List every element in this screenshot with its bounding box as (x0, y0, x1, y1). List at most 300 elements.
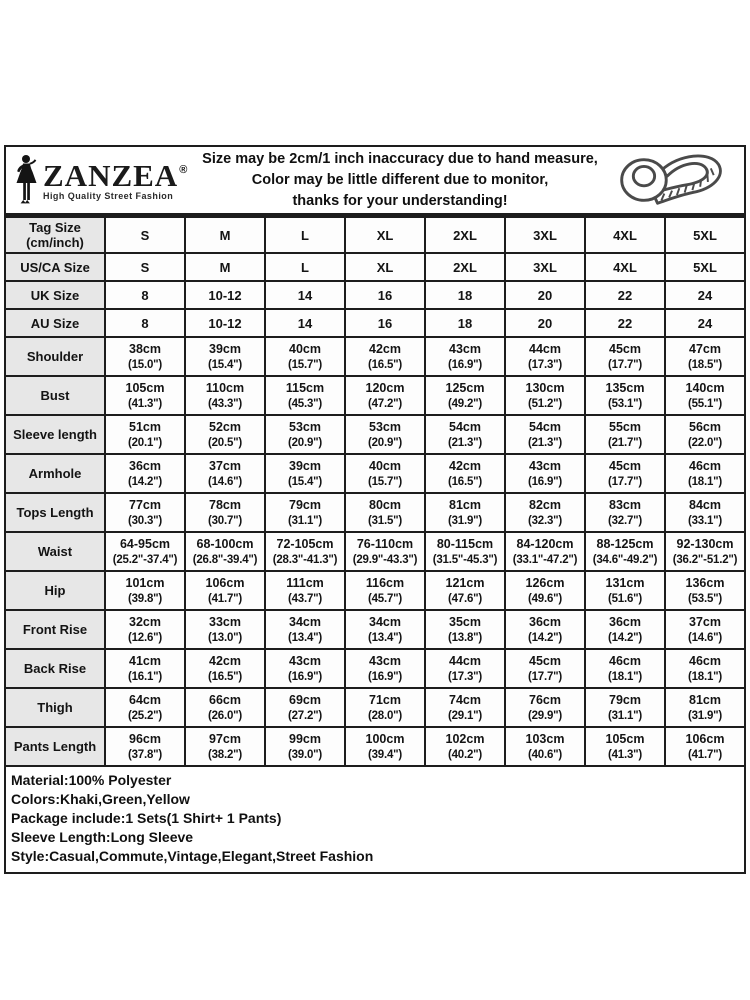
measurement-value-cell (585, 610, 665, 649)
inch-value: (13.0") (207, 631, 243, 644)
measurement-row (5, 688, 745, 727)
brand-logo (6, 154, 196, 206)
inch-value: (30.3") (127, 514, 163, 527)
cm-value: 37cm (209, 458, 241, 473)
size-conversion-row (5, 281, 745, 309)
row-label-line: AU Size (30, 315, 80, 331)
measurement-value-cell (665, 688, 745, 727)
size-value-cell: 18 (425, 309, 505, 337)
cm-value: 79cm (609, 692, 641, 707)
measurement-value-cell (265, 649, 345, 688)
size-value-cell: 10-12 (185, 309, 265, 337)
inch-value: (53.5") (687, 592, 723, 605)
inch-value: (36.2"-51.2") (672, 553, 738, 566)
cm-value: 140cm (685, 380, 725, 395)
inch-value: (15.4") (287, 475, 323, 488)
inch-value: (21.3") (527, 436, 563, 449)
cm-value: 66cm (209, 692, 241, 707)
inch-value: (31.9") (687, 709, 723, 722)
inch-value: (17.7") (607, 358, 643, 371)
cm-value: 32cm (129, 614, 161, 629)
inch-value: (20.9") (367, 436, 403, 449)
inch-value: (49.2") (447, 397, 483, 410)
measurement-value-cell (505, 376, 585, 415)
size-value-cell: 24 (665, 281, 745, 309)
inch-value: (30.7") (207, 514, 243, 527)
measurement-value-cell (105, 493, 185, 532)
size-value-cell: 4XL (585, 217, 665, 254)
header (4, 145, 746, 215)
size-value-cell: 24 (665, 309, 745, 337)
inch-value: (43.7") (287, 592, 323, 605)
inch-value: (22.0") (687, 436, 723, 449)
detail-style: Style:Casual,Commute,Vintage,Elegant,Street Fashion (11, 848, 374, 864)
cm-value: 36cm (609, 614, 641, 629)
inch-value: (15.0") (127, 358, 163, 371)
cm-value: 54cm (529, 419, 561, 434)
measurement-value-cell (185, 493, 265, 532)
row-label-cell (5, 281, 105, 309)
inch-value: (41.7") (687, 748, 723, 761)
size-value-cell: 3XL (505, 217, 585, 254)
measurement-value-cell (345, 610, 425, 649)
cm-value: 51cm (129, 419, 161, 434)
cm-value: 37cm (689, 614, 721, 629)
brand-tagline: High Quality Street Fashion (43, 190, 174, 201)
cm-value: 56cm (689, 419, 721, 434)
measurement-value-cell (585, 376, 665, 415)
measurement-row (5, 727, 745, 766)
measurement-value-cell (185, 337, 265, 376)
cm-value: 101cm (125, 575, 165, 590)
inch-value: (13.4") (367, 631, 403, 644)
size-conversion-row (5, 217, 745, 254)
inch-value: (41.7") (207, 592, 243, 605)
inch-value: (18.5") (687, 358, 723, 371)
inch-value: (14.6") (207, 475, 243, 488)
inch-value: (40.2") (447, 748, 483, 761)
measurement-value-cell (505, 571, 585, 610)
size-value-cell: 3XL (505, 253, 585, 281)
size-value-cell: 2XL (425, 217, 505, 254)
inch-value: (15.7") (287, 358, 323, 371)
cm-value: 53cm (289, 419, 321, 434)
cm-value: 76-110cm (356, 536, 414, 551)
cm-value: 45cm (609, 341, 641, 356)
measurement-value-cell (105, 571, 185, 610)
size-value-cell: 20 (505, 281, 585, 309)
measurement-value-cell (185, 376, 265, 415)
size-table-body (5, 217, 745, 767)
measurement-value-cell (105, 454, 185, 493)
row-label-line: UK Size (30, 287, 80, 303)
measurement-value-cell (265, 727, 345, 766)
inch-value: (18.1") (687, 670, 723, 683)
cm-value: 135cm (605, 380, 645, 395)
inch-value: (47.6") (447, 592, 483, 605)
cm-value: 43cm (289, 653, 321, 668)
notice-line: Color may be little different due to monitor, (251, 171, 549, 188)
measurement-value-cell (265, 532, 345, 571)
row-label-cell: Shoulder (5, 337, 105, 376)
measurement-value-cell (585, 532, 665, 571)
inch-value: (29.9") (527, 709, 563, 722)
measurement-value-cell (105, 337, 185, 376)
inch-value: (18.1") (607, 670, 643, 683)
cm-value: 33cm (209, 614, 241, 629)
measurement-value-cell (185, 415, 265, 454)
inch-value: (25.2"-37.4") (112, 553, 178, 566)
measurement-value-cell (585, 415, 665, 454)
cm-value: 79cm (289, 497, 321, 512)
measurement-value-cell (665, 376, 745, 415)
inch-value: (15.4") (207, 358, 243, 371)
measurement-value-cell (505, 454, 585, 493)
size-value-cell: L (265, 217, 345, 254)
inch-value: (16.5") (447, 475, 483, 488)
cm-value: 106cm (685, 731, 725, 746)
measuring-tape-icon (613, 149, 735, 211)
cm-value: 84cm (689, 497, 721, 512)
inch-value: (55.1") (687, 397, 723, 410)
measurement-value-cell (185, 571, 265, 610)
measurement-value-cell (105, 610, 185, 649)
size-value-cell: S (105, 217, 185, 254)
cm-value: 36cm (129, 458, 161, 473)
detail-package: Package include:1 Sets(1 Shirt+ 1 Pants) (11, 810, 282, 826)
inch-value: (31.9") (447, 514, 483, 527)
inch-value: (51.6") (607, 592, 643, 605)
measurement-value-cell (425, 688, 505, 727)
measurement-value-cell (665, 532, 745, 571)
cm-value: 115cm (285, 380, 325, 395)
inch-value: (20.9") (287, 436, 323, 449)
measurement-value-cell (505, 610, 585, 649)
cm-value: 43cm (529, 458, 561, 473)
measurement-value-cell (505, 415, 585, 454)
cm-value: 46cm (689, 458, 721, 473)
measurement-row (5, 337, 745, 376)
measurement-value-cell (265, 337, 345, 376)
measurement-value-cell (105, 688, 185, 727)
inch-value: (53.1") (607, 397, 643, 410)
inch-value: (17.7") (607, 475, 643, 488)
measurement-value-cell (185, 688, 265, 727)
brand-text-block (43, 157, 188, 201)
measurement-value-cell (345, 649, 425, 688)
row-label-cell: Back Rise (5, 649, 105, 688)
inch-value: (13.8") (447, 631, 483, 644)
size-value-cell: 8 (105, 309, 185, 337)
measurement-value-cell (585, 649, 665, 688)
measurement-row (5, 532, 745, 571)
inch-value: (20.5") (207, 436, 243, 449)
cm-value: 64cm (129, 692, 161, 707)
measurement-value-cell (505, 532, 585, 571)
cm-value: 52cm (209, 419, 241, 434)
measurement-value-cell (425, 376, 505, 415)
cm-value: 92-130cm (676, 536, 734, 551)
cm-value: 130cm (525, 380, 565, 395)
cm-value: 105cm (605, 731, 645, 746)
cm-value: 64-95cm (119, 536, 171, 551)
inch-value: (38.2") (207, 748, 243, 761)
inch-value: (47.2") (367, 397, 403, 410)
size-chart-table (4, 215, 746, 767)
cm-value: 39cm (209, 341, 241, 356)
cm-value: 84-120cm (516, 536, 574, 551)
size-value-cell: 16 (345, 281, 425, 309)
cm-value: 120cm (365, 380, 405, 395)
inch-value: (16.5") (207, 670, 243, 683)
row-label-cell: Bust (5, 376, 105, 415)
inch-value: (16.9") (447, 358, 483, 371)
measurement-value-cell (105, 649, 185, 688)
measurement-value-cell (265, 376, 345, 415)
cm-value: 102cm (445, 731, 485, 746)
inch-value: (31.1") (287, 514, 323, 527)
measurement-value-cell (105, 727, 185, 766)
cm-value: 46cm (609, 653, 641, 668)
measurement-value-cell (425, 415, 505, 454)
measurement-value-cell (345, 337, 425, 376)
measurement-value-cell (105, 376, 185, 415)
cm-value: 82cm (529, 497, 561, 512)
cm-value: 55cm (609, 419, 641, 434)
inch-value: (31.5") (367, 514, 403, 527)
cm-value: 77cm (129, 497, 161, 512)
size-value-cell: S (105, 253, 185, 281)
inch-value: (16.9") (287, 670, 323, 683)
measurement-value-cell (665, 493, 745, 532)
brand-name: ZANZEA (43, 157, 179, 193)
cm-value: 72-105cm (276, 536, 334, 551)
measurement-value-cell (345, 688, 425, 727)
row-label-cell: Hip (5, 571, 105, 610)
cm-value: 38cm (129, 341, 161, 356)
size-value-cell: 22 (585, 281, 665, 309)
inch-value: (49.6") (527, 592, 563, 605)
row-label-cell (5, 309, 105, 337)
measurement-value-cell (505, 493, 585, 532)
inch-value: (13.4") (287, 631, 323, 644)
inch-value: (34.6"-49.2") (592, 553, 658, 566)
inch-value: (17.3") (527, 358, 563, 371)
measurement-value-cell (505, 337, 585, 376)
measurement-value-cell (185, 610, 265, 649)
detail-colors: Colors:Khaki,Green,Yellow (11, 791, 190, 807)
inch-value: (14.6") (687, 631, 723, 644)
inch-value: (39.0") (287, 748, 323, 761)
inch-value: (32.3") (527, 514, 563, 527)
cm-value: 81cm (449, 497, 481, 512)
inch-value: (45.3") (287, 397, 323, 410)
size-value-cell: 5XL (665, 217, 745, 254)
inch-value: (18.1") (687, 475, 723, 488)
row-label-cell: Armhole (5, 454, 105, 493)
measurement-value-cell (665, 649, 745, 688)
cm-value: 88-125cm (596, 536, 654, 551)
measurement-value-cell (425, 454, 505, 493)
measurement-value-cell (185, 532, 265, 571)
measurement-value-cell (585, 493, 665, 532)
cm-value: 39cm (289, 458, 321, 473)
size-conversion-row (5, 309, 745, 337)
cm-value: 69cm (289, 692, 321, 707)
detail-sleeve-length: Sleeve Length:Long Sleeve (11, 829, 194, 845)
inch-value: (41.3") (127, 397, 163, 410)
inch-value: (31.5"-45.3") (432, 553, 498, 566)
inch-value: (32.7") (607, 514, 643, 527)
measurement-value-cell (345, 571, 425, 610)
inch-value: (27.2") (287, 709, 323, 722)
brand-name-row (43, 157, 188, 193)
measurement-value-cell (345, 415, 425, 454)
row-label-line: US/CA Size (20, 259, 90, 275)
size-value-cell: 16 (345, 309, 425, 337)
measurement-value-cell (185, 727, 265, 766)
cm-value: 42cm (449, 458, 481, 473)
inch-value: (17.3") (447, 670, 483, 683)
cm-value: 46cm (689, 653, 721, 668)
measurement-value-cell (665, 610, 745, 649)
detail-material: Material:100% Polyester (11, 772, 172, 788)
inch-value: (21.7") (607, 436, 643, 449)
measurement-value-cell (425, 337, 505, 376)
size-value-cell: 14 (265, 309, 345, 337)
measurement-row (5, 376, 745, 415)
cm-value: 131cm (605, 575, 645, 590)
cm-value: 125cm (445, 380, 485, 395)
measurement-row (5, 610, 745, 649)
measurement-value-cell (505, 688, 585, 727)
cm-value: 105cm (125, 380, 165, 395)
size-value-cell: 2XL (425, 253, 505, 281)
cm-value: 36cm (529, 614, 561, 629)
cm-value: 43cm (369, 653, 401, 668)
cm-value: 41cm (129, 653, 161, 668)
measurement-value-cell (505, 649, 585, 688)
row-label-cell: Tops Length (5, 493, 105, 532)
cm-value: 40cm (289, 341, 321, 356)
inch-value: (43.3") (207, 397, 243, 410)
row-label-cell: Waist (5, 532, 105, 571)
measurement-value-cell (265, 454, 345, 493)
inch-value: (26.0") (207, 709, 243, 722)
inch-value: (41.3") (607, 748, 643, 761)
cm-value: 110cm (205, 380, 245, 395)
measurement-value-cell (665, 727, 745, 766)
size-value-cell: 5XL (665, 253, 745, 281)
measurement-value-cell (585, 688, 665, 727)
cm-value: 34cm (369, 614, 401, 629)
measurement-row (5, 649, 745, 688)
cm-value: 126cm (525, 575, 565, 590)
measurement-value-cell (185, 454, 265, 493)
inch-value: (25.2") (127, 709, 163, 722)
row-label-cell: Pants Length (5, 727, 105, 766)
inch-value: (15.7") (367, 475, 403, 488)
inch-value: (39.4") (367, 748, 403, 761)
measurement-value-cell (425, 532, 505, 571)
cm-value: 97cm (209, 731, 241, 746)
size-value-cell: XL (345, 217, 425, 254)
measurement-value-cell (665, 337, 745, 376)
cm-value: 44cm (449, 653, 481, 668)
size-value-cell: XL (345, 253, 425, 281)
inch-value: (28.0") (367, 709, 403, 722)
size-value-cell: 22 (585, 309, 665, 337)
cm-value: 44cm (529, 341, 561, 356)
cm-value: 42cm (209, 653, 241, 668)
measurement-value-cell (185, 649, 265, 688)
cm-value: 42cm (369, 341, 401, 356)
measurement-value-cell (345, 454, 425, 493)
cm-value: 45cm (529, 653, 561, 668)
inch-value: (33.1") (687, 514, 723, 527)
cm-value: 47cm (689, 341, 721, 356)
size-value-cell: 8 (105, 281, 185, 309)
cm-value: 121cm (445, 575, 485, 590)
measurement-value-cell (345, 532, 425, 571)
inch-value: (17.7") (527, 670, 563, 683)
cm-value: 68-100cm (196, 536, 254, 551)
inch-value: (40.6") (527, 748, 563, 761)
cm-value: 99cm (289, 731, 321, 746)
size-conversion-row (5, 253, 745, 281)
measurement-value-cell (345, 727, 425, 766)
inch-value: (37.8") (127, 748, 163, 761)
row-label-cell: Front Rise (5, 610, 105, 649)
row-label-line: (cm/inch) (26, 235, 84, 250)
size-value-cell: 20 (505, 309, 585, 337)
row-label-cell (5, 253, 105, 281)
inch-value: (16.9") (367, 670, 403, 683)
measurement-value-cell (345, 376, 425, 415)
measurement-value-cell (425, 493, 505, 532)
inch-value: (28.3"-41.3") (272, 553, 338, 566)
cm-value: 43cm (449, 341, 481, 356)
measurement-value-cell (585, 337, 665, 376)
row-label-line: Tag Size (29, 220, 81, 235)
inch-value: (29.1") (447, 709, 483, 722)
size-chart-sheet (4, 145, 746, 874)
notice-line: thanks for your understanding! (292, 192, 508, 209)
measurement-row (5, 571, 745, 610)
cm-value: 74cm (449, 692, 481, 707)
inch-value: (14.2") (527, 631, 563, 644)
size-value-cell: M (185, 217, 265, 254)
cm-value: 53cm (369, 419, 401, 434)
inch-value: (21.3") (447, 436, 483, 449)
inch-value: (16.9") (527, 475, 563, 488)
inch-value: (29.9"-43.3") (352, 553, 418, 566)
cm-value: 80cm (369, 497, 401, 512)
measurement-value-cell (265, 493, 345, 532)
inch-value: (45.7") (367, 592, 403, 605)
measurement-value-cell (105, 415, 185, 454)
inch-value: (31.1") (607, 709, 643, 722)
cm-value: 81cm (689, 692, 721, 707)
inch-value: (51.2") (527, 397, 563, 410)
size-value-cell: L (265, 253, 345, 281)
inch-value: (39.8") (127, 592, 163, 605)
inch-value: (33.1"-47.2") (512, 553, 578, 566)
measurement-row (5, 493, 745, 532)
row-label-cell (5, 217, 105, 254)
inch-value: (26.8"-39.4") (192, 553, 258, 566)
measurement-value-cell (265, 415, 345, 454)
